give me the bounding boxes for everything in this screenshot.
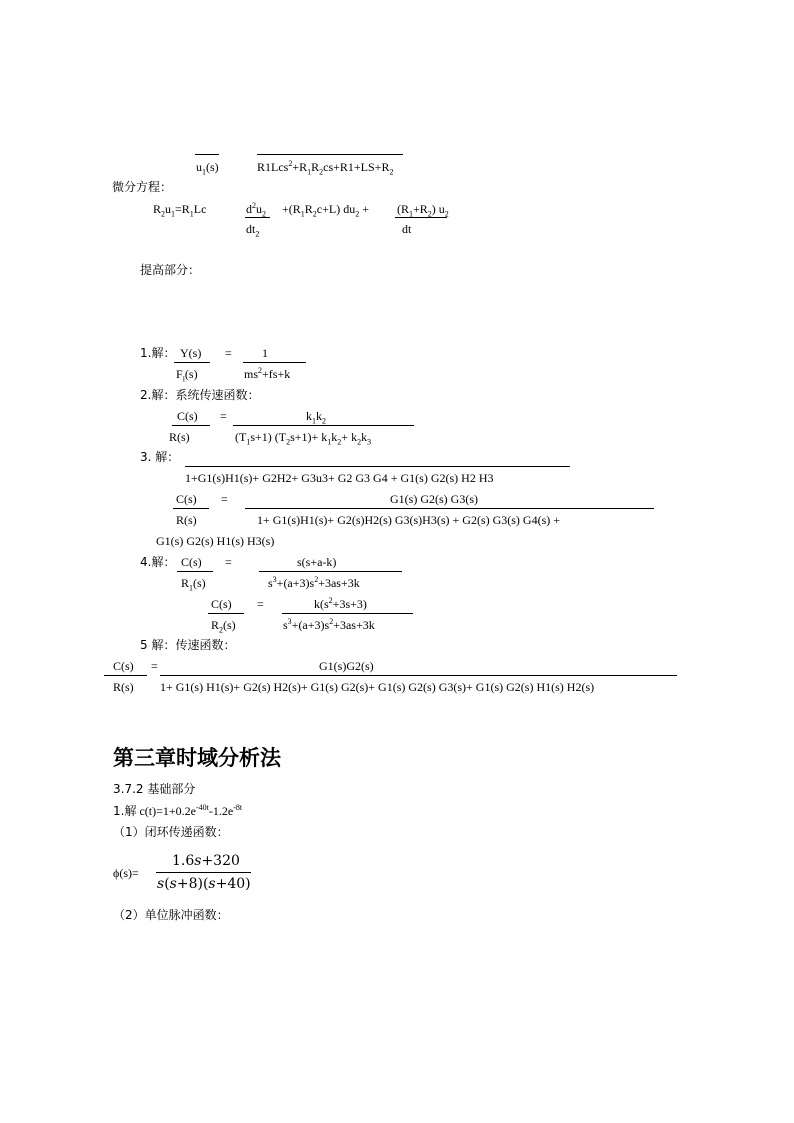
fraction-bar — [160, 675, 677, 676]
sol2-label: 2.解：系统传速函数： — [140, 388, 260, 402]
sol2-rnum: $k_1k_2$ — [306, 409, 326, 426]
r-num: $(R_1+R_2)$ $u_2$ — [397, 202, 449, 219]
sol3-label: 3. 解： — [140, 450, 180, 464]
item2-label: （2）单位脉冲函数： — [113, 908, 229, 922]
sol1-label: 1.解： — [140, 346, 176, 360]
d2-den: $dt_2$ — [246, 222, 260, 239]
sol4-den1: $R_1(s)$ — [181, 576, 206, 593]
sol3-den: R(s) — [176, 513, 197, 527]
sol4-eq2: = — [257, 597, 264, 611]
sol4-eq1: = — [225, 555, 232, 569]
fraction-bar — [259, 571, 402, 572]
top-den: $R1Lcs^2+R_1R_2cs+R1+LS+R_2$ — [257, 159, 394, 177]
fraction-bar — [257, 154, 403, 155]
sol4-label: 4.解： — [140, 555, 176, 569]
sol2-eq: = — [220, 409, 227, 423]
sol2-num: C(s) — [177, 409, 198, 423]
sol1-rnum: 1 — [262, 346, 268, 360]
sol4-num1: C(s) — [181, 555, 202, 569]
fraction-bar — [395, 217, 447, 218]
sol1-num: Y(s) — [180, 346, 202, 360]
diff-eq-label: 微分方程： — [112, 180, 173, 194]
sol4-num2: C(s) — [211, 597, 232, 611]
sol5-den: R(s) — [113, 680, 134, 694]
fraction-bar — [104, 675, 147, 676]
sol3-rden: 1+ G1(s)H1(s)+ G2(s)H2(s) G3(s)H3(s) + G2(s) G3(s) G4(s) + — [257, 513, 561, 527]
fraction-bar — [208, 613, 244, 614]
fraction-bar — [173, 508, 209, 509]
item1-label: （1）闭环传递函数： — [113, 825, 229, 839]
sol4-rnum2: $k(s^2+3s+3)$ — [314, 596, 367, 611]
fraction-bar — [245, 508, 654, 509]
diff-eq-lhs: $R_2u_1=R_1Lc$ — [153, 202, 207, 219]
chapter-title: 第三章时域分析法 — [113, 746, 281, 770]
sol1-rden: $ms^2+fs+k$ — [244, 366, 291, 381]
phi-num: 1.6s+320 — [172, 853, 240, 869]
sol5-label: 5 解：传速函数： — [140, 638, 236, 652]
sol4-den2: $R_2(s)$ — [211, 618, 236, 635]
fraction-bar — [245, 217, 270, 218]
fraction-bar — [195, 154, 219, 155]
sol5-rnum: G1(s)G2(s) — [319, 659, 374, 673]
sol3-tail: G1(s) G2(s) H1(s) H3(s) — [156, 534, 275, 548]
fraction-bar — [177, 571, 213, 572]
sol3-line1: 1+G1(s)H1(s)+ G2H2+ G3u3+ G2 G3 G4 + G1(s) G2(s) H2 H3 — [185, 471, 494, 485]
fraction-bar — [156, 872, 251, 873]
sol1-eq: = — [225, 346, 232, 360]
fraction-bar — [233, 425, 414, 426]
sol3-eq: = — [221, 492, 228, 506]
section-heading: 3.7.2 基础部分 — [113, 782, 196, 796]
phi-den: s(s+8)(s+40) — [157, 876, 251, 892]
sol5-rden: 1+ G1(s) H1(s)+ G2(s) H2(s)+ G1(s) G2(s)+ G1(s) G2(s) G3(s)+ G1(s) G2(s) H1(s) H2(s) — [160, 680, 595, 694]
diff-eq-middle: $+(R_1R_2c+L) du_2$ + — [282, 202, 369, 219]
r-den: dt — [402, 222, 412, 236]
fraction-bar — [243, 362, 306, 363]
sol3-rnum: G1(s) G2(s) G3(s) — [390, 492, 478, 506]
sol1-den: $F_i(s)$ — [176, 367, 198, 384]
d2-num: $d^2u_2$ — [246, 201, 266, 219]
sol2-rden: $(T_1s+1)$ $(T_2s+1)+ k_1k_2+ k_2k_3$ — [235, 430, 372, 447]
phi-lhs: ϕ(s)= — [113, 866, 139, 880]
sol2-den: R(s) — [169, 430, 190, 444]
advanced-label: 提高部分： — [140, 263, 201, 277]
sol5-eq: = — [151, 659, 158, 673]
fraction-bar — [282, 613, 413, 614]
top-num: $u_1(s)$ — [196, 160, 219, 177]
ch3-sol1: 1.解 $c(t)=1+0.2e^{-40t}-1.2e^{-8t}$ — [113, 803, 243, 818]
fraction-bar — [172, 425, 210, 426]
sol5-num: C(s) — [113, 659, 134, 673]
sol3-num: C(s) — [176, 492, 197, 506]
sol4-rden2: $s^3+(a+3)s^2+3as+3k$ — [283, 617, 375, 632]
fraction-bar — [185, 466, 570, 467]
sol4-rnum1: s(s+a-k) — [297, 555, 337, 569]
fraction-bar — [174, 362, 210, 363]
sol4-rden1: $s^3+(a+3)s^2+3as+3k$ — [268, 575, 360, 590]
